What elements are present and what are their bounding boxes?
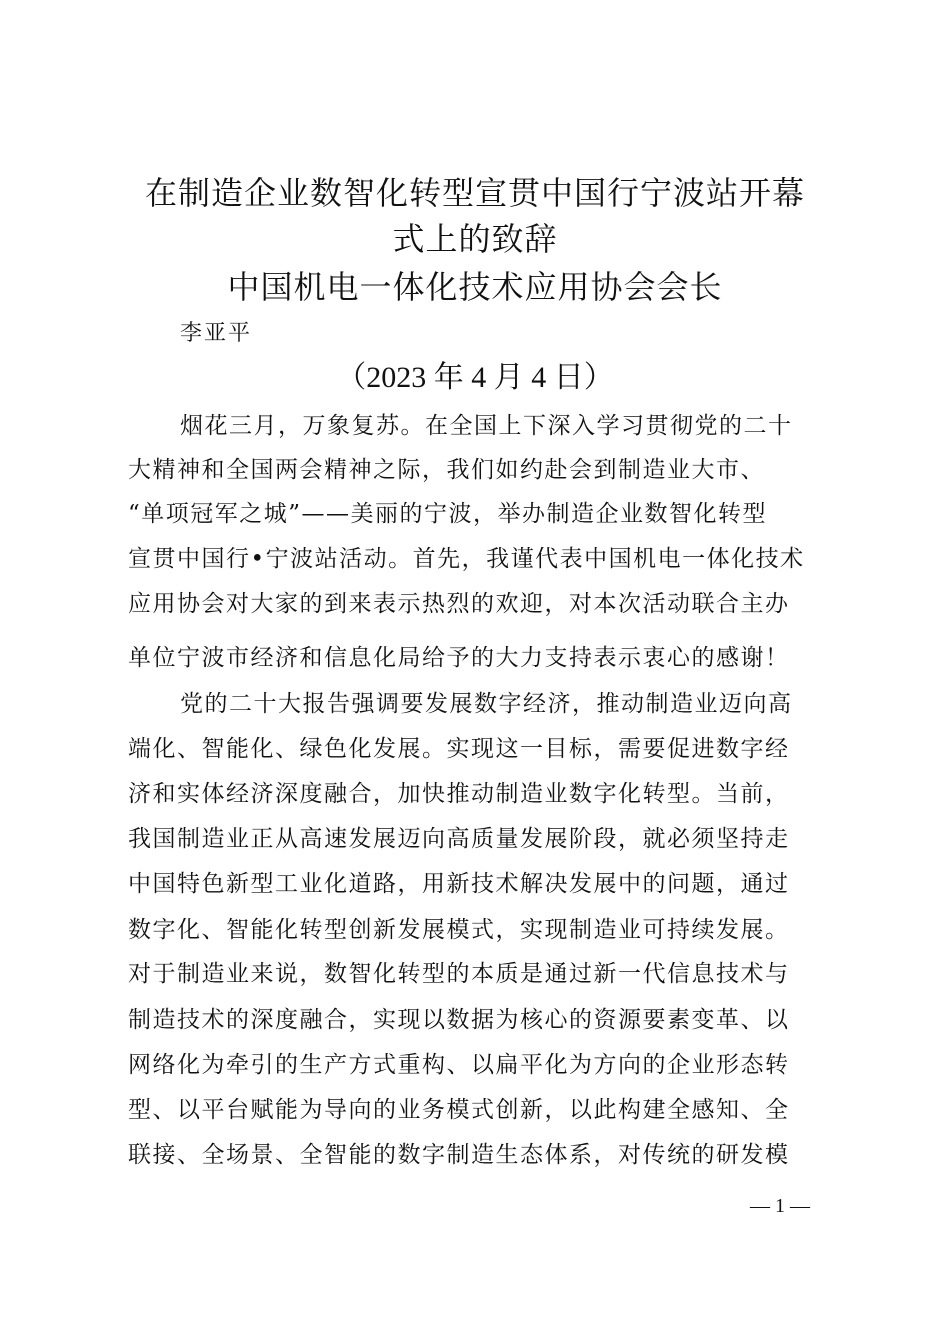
body-text-line: 端化、智能化、绿色化发展。实现这一目标，需要促进数字经	[128, 736, 790, 762]
body-text-line: 联接、全场景、全智能的数字制造生态体系，对传统的研发模	[128, 1142, 790, 1168]
body-text-line: 党的二十大报告强调要发展数字经济，推动制造业迈向高	[180, 691, 793, 717]
body-text-line: 单位宁波市经济和信息化局给予的大力支持表示衷心的感谢！	[128, 645, 790, 671]
body-text-line: “单项冠军之城”——美丽的宁波，举办制造企业数智化转型	[128, 501, 768, 527]
body-text-line: 宣贯中国行•宁波站活动。首先，我谨代表中国机电一体化技术	[128, 546, 805, 572]
body-text-line: 我国制造业正从高速发展迈向高质量发展阶段，就必须坚持走	[128, 826, 790, 852]
body-text-line: 型、以平台赋能为导向的业务模式创新，以此构建全感知、全	[128, 1097, 790, 1123]
body-text-line: 烟花三月，万象复苏。在全国上下深入学习贯彻党的二十	[180, 413, 793, 439]
body-text-line: 应用协会对大家的到来表示热烈的欢迎，对本次活动联合主办	[128, 591, 790, 617]
body-text-line: 中国特色新型工业化道路，用新技术解决发展中的问题，通过	[128, 871, 790, 897]
body-text-line: 制造技术的深度融合，实现以数据为核心的资源要素变革、以	[128, 1007, 790, 1033]
body-text-line: 大精神和全国两会精神之际，我们如约赴会到制造业大市、	[128, 457, 765, 483]
body-text-line: 济和实体经济深度融合，加快推动制造业数字化转型。当前，	[128, 781, 790, 807]
body-text-line: 对于制造业来说，数智化转型的本质是通过新一代信息技术与	[128, 961, 790, 987]
speech-title-line-2: 式上的致辞	[392, 220, 558, 258]
speaker-position: 中国机电一体化技术应用协会会长	[227, 268, 723, 306]
body-text-line: 网络化为牵引的生产方式重构、以扁平化为方向的企业形态转	[128, 1052, 790, 1078]
body-text-line: 数字化、智能化转型创新发展模式，实现制造业可持续发展。	[128, 917, 790, 943]
speaker-name: 李亚平	[180, 321, 253, 346]
speech-title-line-1: 在制造企业数智化转型宣贯中国行宁波站开幕	[144, 174, 805, 212]
speech-date: （2023 年 4 月 4 日）	[336, 361, 614, 394]
page-number: — 1 —	[750, 1195, 810, 1217]
